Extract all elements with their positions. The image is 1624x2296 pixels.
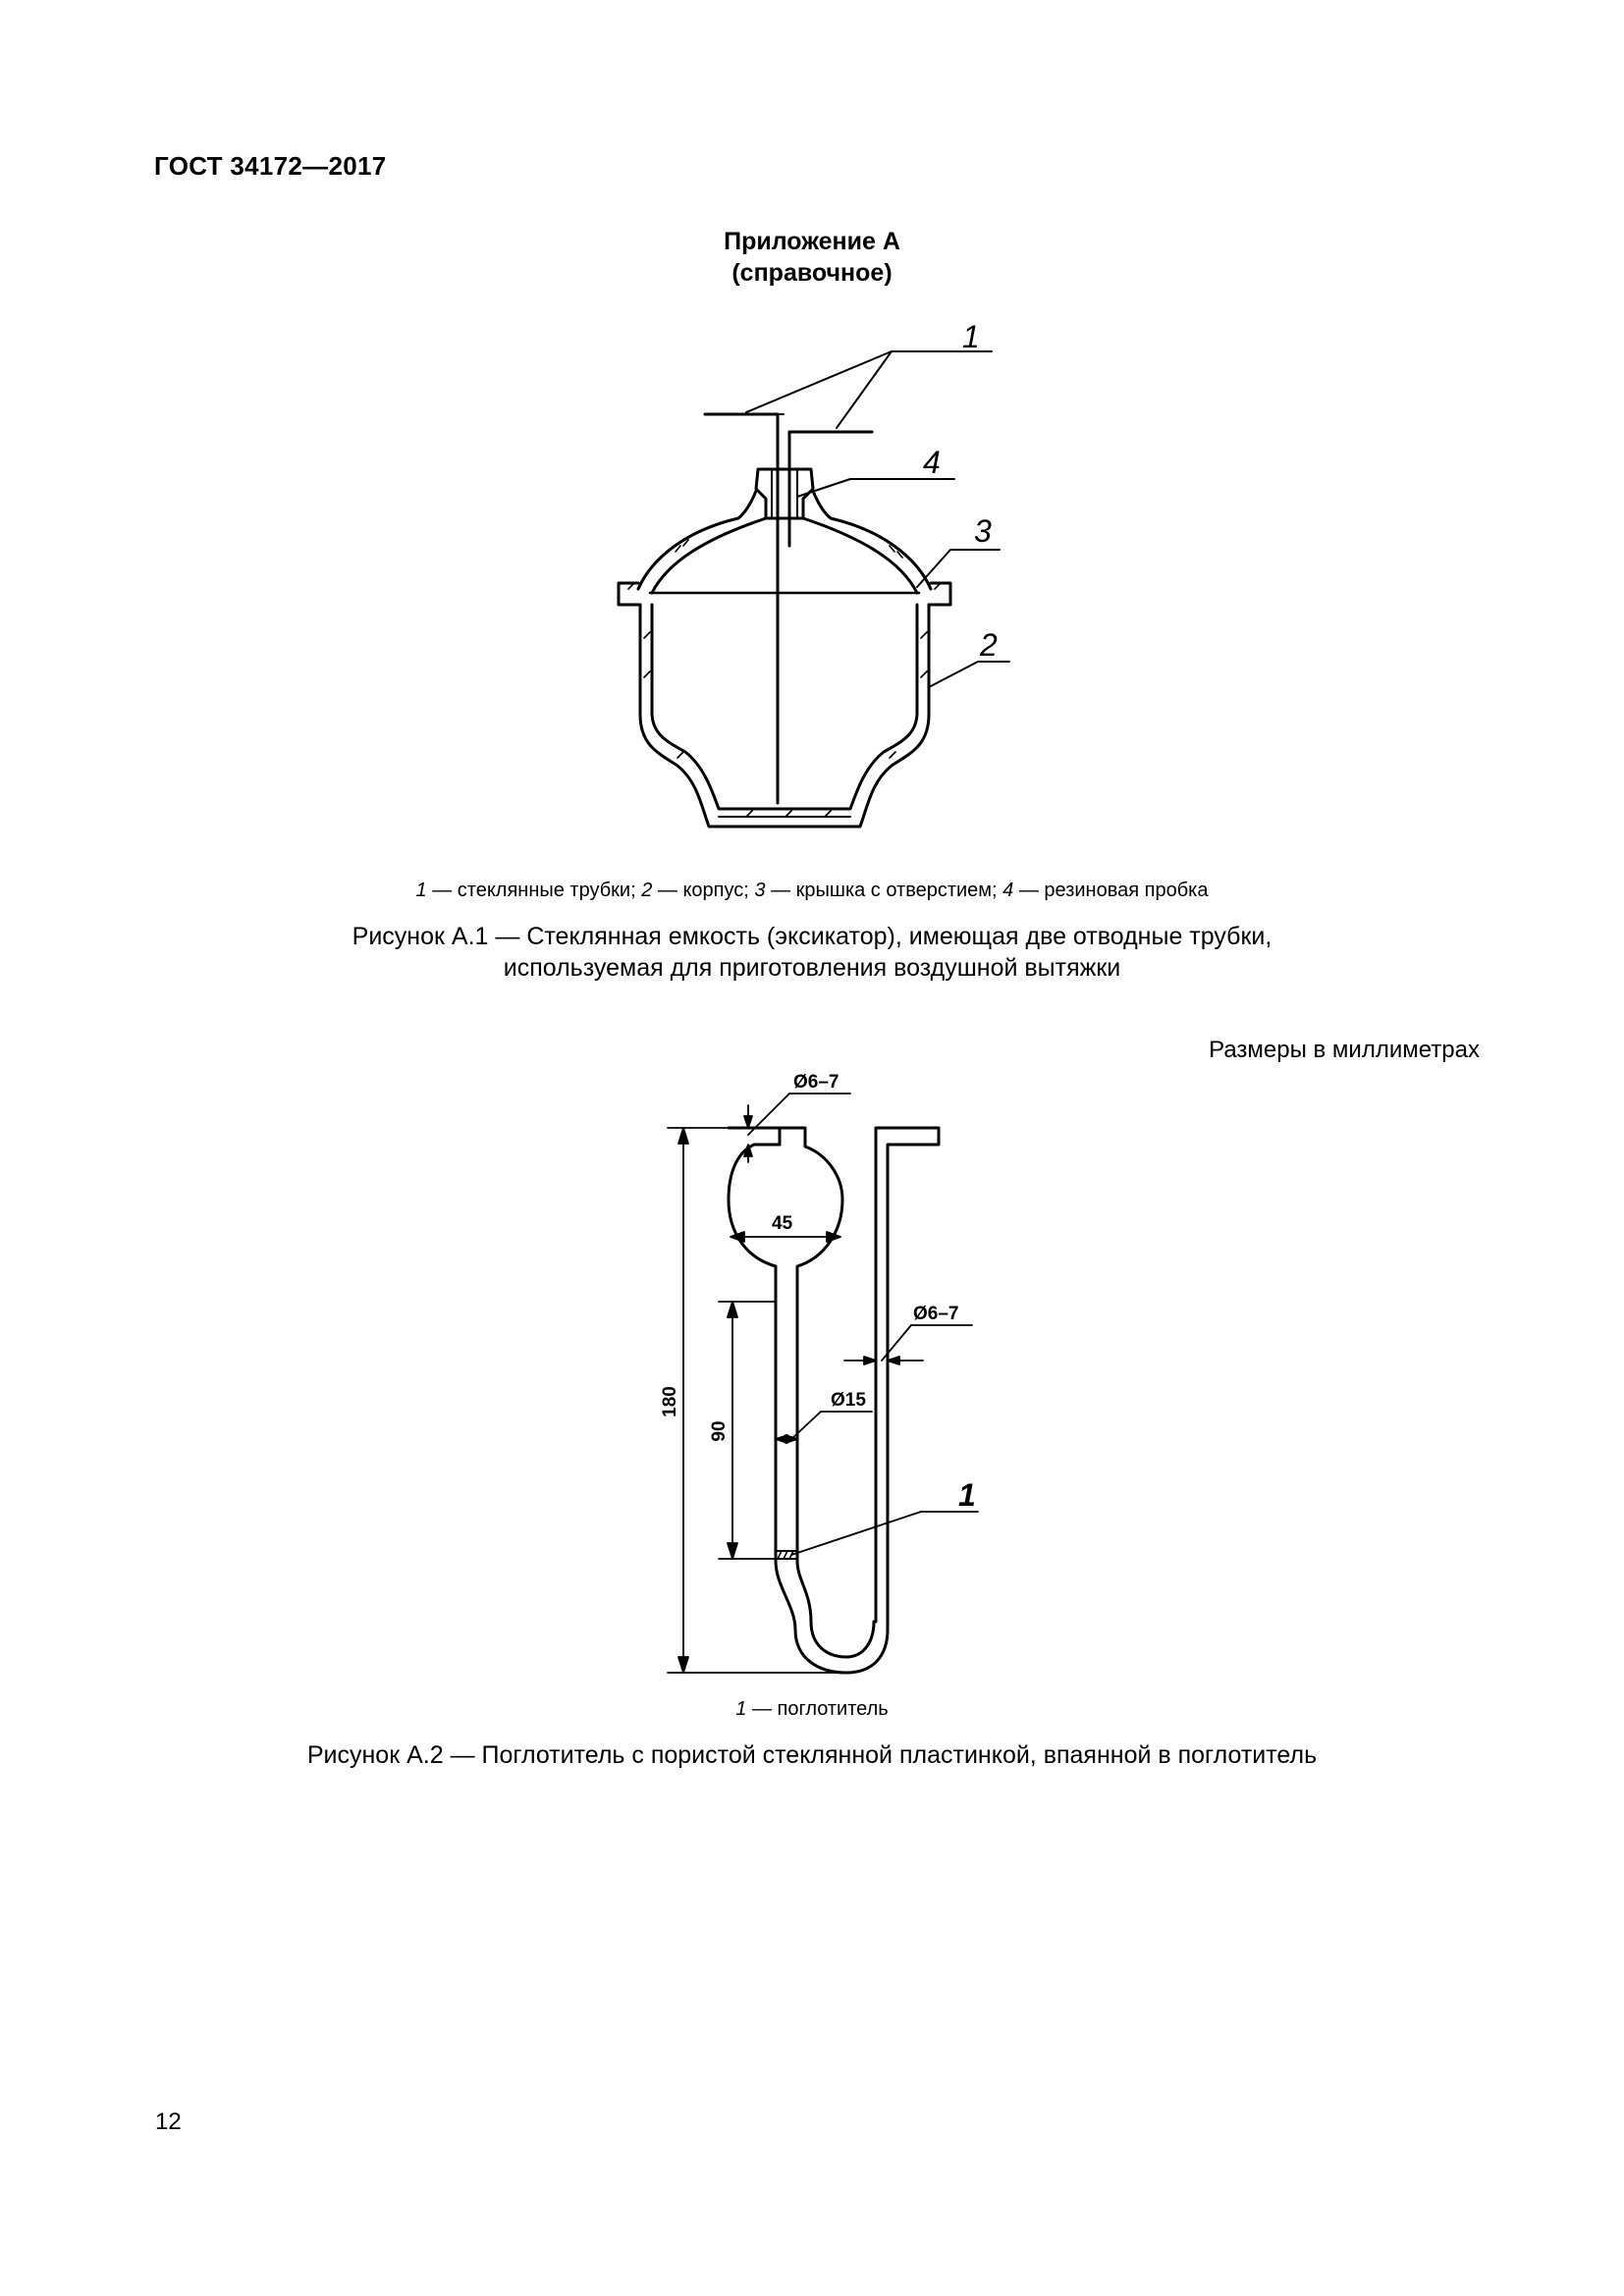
dim-stem-length: 90 xyxy=(709,1420,730,1442)
dim-outlet-diameter-side: Ø6–7 xyxy=(913,1304,959,1324)
legend-text: — поглотитель xyxy=(746,1698,889,1720)
legend-num: 4 xyxy=(1002,880,1014,901)
dimension-lines xyxy=(668,1094,978,1673)
legend-num: 1 xyxy=(415,880,427,901)
dim-outlet-diameter-top: Ø6–7 xyxy=(793,1072,839,1093)
legend-num: 3 xyxy=(754,880,766,901)
caption-line: используемая для приготовления воздушной вытяжки xyxy=(503,954,1121,982)
legend-text: — стеклянные трубки; xyxy=(426,880,642,901)
callout-3: 3 xyxy=(974,513,992,549)
legend-text: — корпус; xyxy=(652,880,755,901)
caption-line: Рисунок А.1 — Стеклянная емкость (эксикатор), имеющая две отводные трубки, xyxy=(352,923,1272,950)
legend-num: 1 xyxy=(735,1698,747,1720)
dim-height-total: 180 xyxy=(660,1386,680,1417)
callout-absorbent: 1 xyxy=(958,1477,976,1513)
annex-title: Приложение А xyxy=(724,228,900,255)
figure-a2-legend xyxy=(0,1698,1624,1721)
legend-num: 2 xyxy=(641,880,653,901)
callout-1: 1 xyxy=(962,319,980,354)
legend-text: — крышка с отверстием; xyxy=(765,880,1003,901)
callout-4: 4 xyxy=(923,445,941,480)
dim-stem-diameter: Ø15 xyxy=(831,1390,866,1411)
document-header: ГОСТ 34172—2017 xyxy=(154,151,387,181)
callout-2: 2 xyxy=(980,627,998,663)
dim-bulb-diameter: 45 xyxy=(772,1213,793,1234)
units-note: Размеры в миллиметрах xyxy=(1209,1037,1480,1063)
legend-text: — резиновая пробка xyxy=(1013,880,1209,901)
figure-a2-caption: Рисунок А.2 — Поглотитель с пористой стеклянной пластинкой, впаянной в поглотитель xyxy=(306,1741,1318,1769)
page-number: 12 xyxy=(155,2109,182,2135)
annex-kind: (справочное) xyxy=(731,259,893,287)
